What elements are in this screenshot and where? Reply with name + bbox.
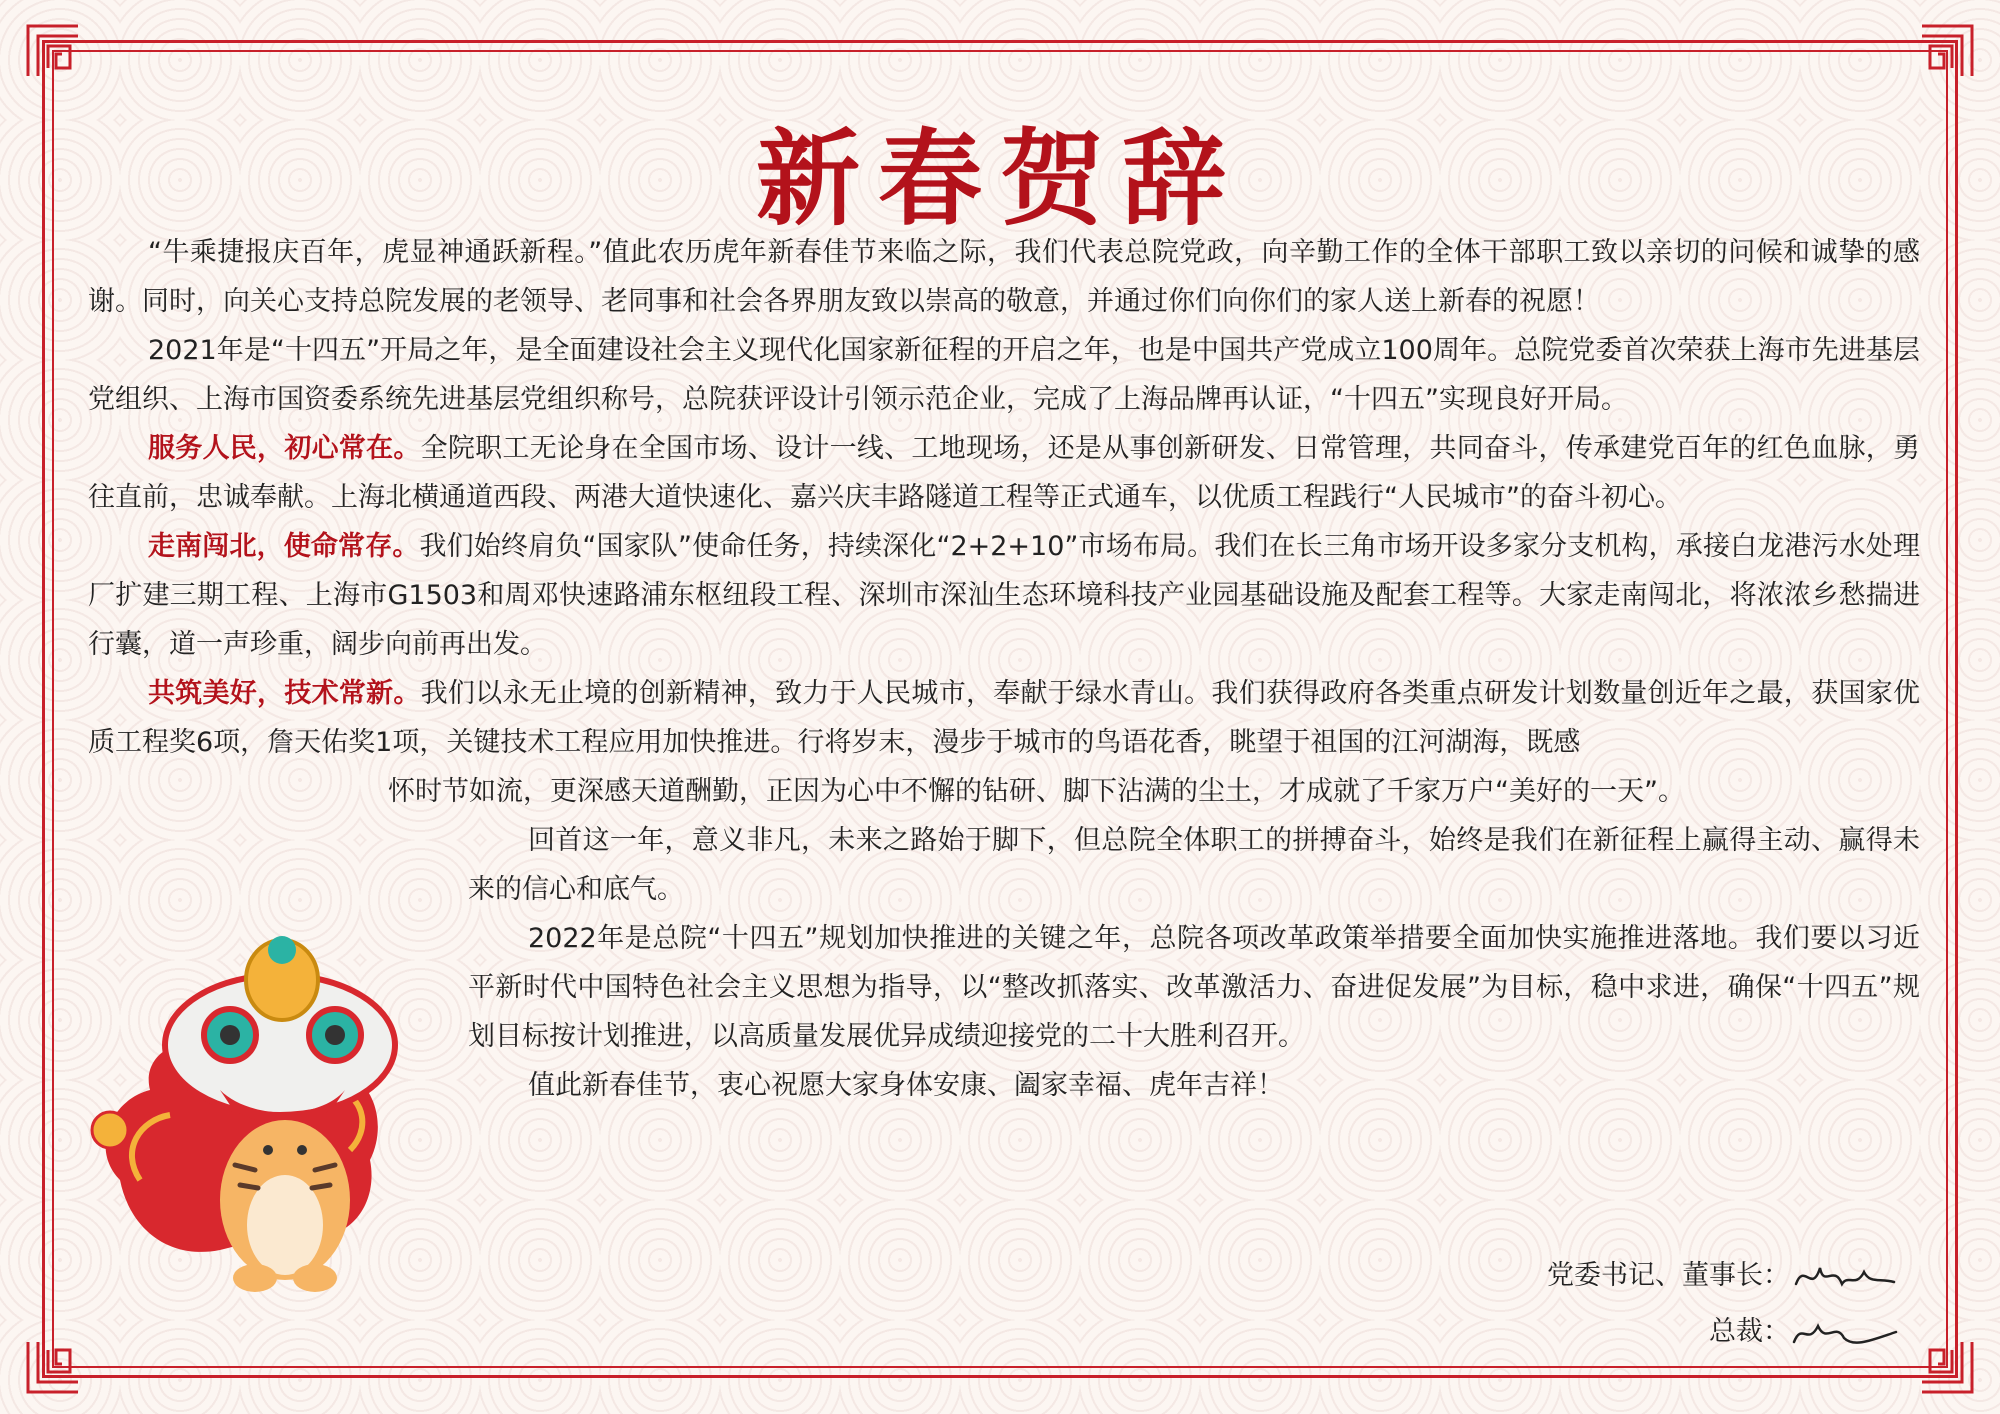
paragraph-text: 怀时节如流，更深感天道酬勤，正因为心中不懈的钻研、脚下沾满的尘土，才成就了千家万户“美好的一天”。 [388,776,1685,807]
page-title: 新春贺辞 [755,117,1244,240]
paragraph-text: 回首这一年，意义非凡，未来之路始于脚下，但总院全体职工的拼搏奋斗，始终是我们在新征程上赢得主动、赢得未来的信心和底气。 [468,825,1920,905]
signature-row-chairman [1547,1248,1900,1304]
handwritten-signature [1790,1310,1900,1354]
signature-row-president [1547,1304,1900,1360]
signature-block [1547,1248,1900,1360]
corner-ornament [26,24,80,78]
paragraph-text: 2021年是“十四五”开局之年，是全面建设社会主义现代化国家新征程的开启之年，也是中国共产党成立100周年。总院党委首次荣获上海市先进基层党组织、上海市国资委系统先进基层党组织称号，总院获评设计引领示范企业，完成了上海品牌再认证，“十四五”实现良好开局。 [88,335,1920,415]
paragraph [88,669,1920,767]
paragraph-lead: 走南闯北，使命常存。 [148,531,420,562]
corner-ornament [1920,24,1974,78]
paragraph [468,1061,1920,1110]
paragraph [88,522,1920,669]
paragraph-text: 全院职工无论身在全国市场、设计一线、工地现场，还是从事创新研发、日常管理，共同奋斗，传承建党百年的红色血脉，勇往直前，忠诚奉献。上海北横通道西段、两港大道快速化、嘉兴庆丰路隧道工程等正式通车，以优质工程践行“人民城市”的奋斗初心。 [88,433,1920,513]
signature-title: 总裁： [1709,1316,1790,1347]
paragraph-text: 我们始终肩负“国家队”使命任务，持续深化“2+2+10”市场布局。我们在长三角市场开设多家分支机构，承接白龙港污水处理厂扩建三期工程、上海市G1503和周邓快速路浦东枢纽段工程、深圳市深汕生态环境科技产业园基础设施及配套工程等。大家走南闯北，将浓浓乡愁揣进行囊，道一声珍重，阔步向前再出发。 [88,531,1920,660]
paragraph [88,228,1920,326]
paragraph-text: 我们以永无止境的创新精神，致力于人民城市，奉献于绿水青山。我们获得政府各类重点研发计划数量创近年之最，获国家优质工程奖6项，詹天佑奖1项，关键技术工程应用加快推进。行将岁末，漫步于城市的鸟语花香，眺望于祖国的江河湖海，既感 [88,678,1920,758]
paragraph [468,914,1920,1061]
lion-dance-tiger-illustration [80,930,480,1320]
corner-ornament [1920,1340,1974,1394]
paragraph [88,326,1920,424]
paragraph-lead: 共筑美好，技术常新。 [148,678,421,709]
paragraph [468,816,1920,914]
paragraph-continuation [388,767,1920,816]
signature-title: 党委书记、董事长： [1547,1260,1790,1291]
paragraph-text: 值此新春佳节，衷心祝愿大家身体安康、阖家幸福、虎年吉祥！ [528,1070,1284,1101]
handwritten-signature [1790,1254,1900,1298]
paragraph [88,424,1920,522]
paragraph-lead: 服务人民，初心常在。 [148,433,421,464]
paragraph-text: “牛乘捷报庆百年，虎显神通跃新程。”值此农历虎年新春佳节来临之际，我们代表总院党政，向辛勤工作的全体干部职工致以亲切的问候和诚挚的感谢。同时，向关心支持总院发展的老领导、老同事和社会各界朋友致以崇高的敬意，并通过你们向你们的家人送上新春的祝愿！ [88,237,1920,317]
paragraph-text: 2022年是总院“十四五”规划加快推进的关键之年，总院各项改革政策举措要全面加快实施推进落地。我们要以习近平新时代中国特色社会主义思想为指导，以“整改抓落实、改革激活力、奋进促发展”为目标，稳中求进，确保“十四五”规划目标按计划推进，以高质量发展优异成绩迎接党的二十大胜利召开。 [468,923,1920,1052]
corner-ornament [26,1340,80,1394]
